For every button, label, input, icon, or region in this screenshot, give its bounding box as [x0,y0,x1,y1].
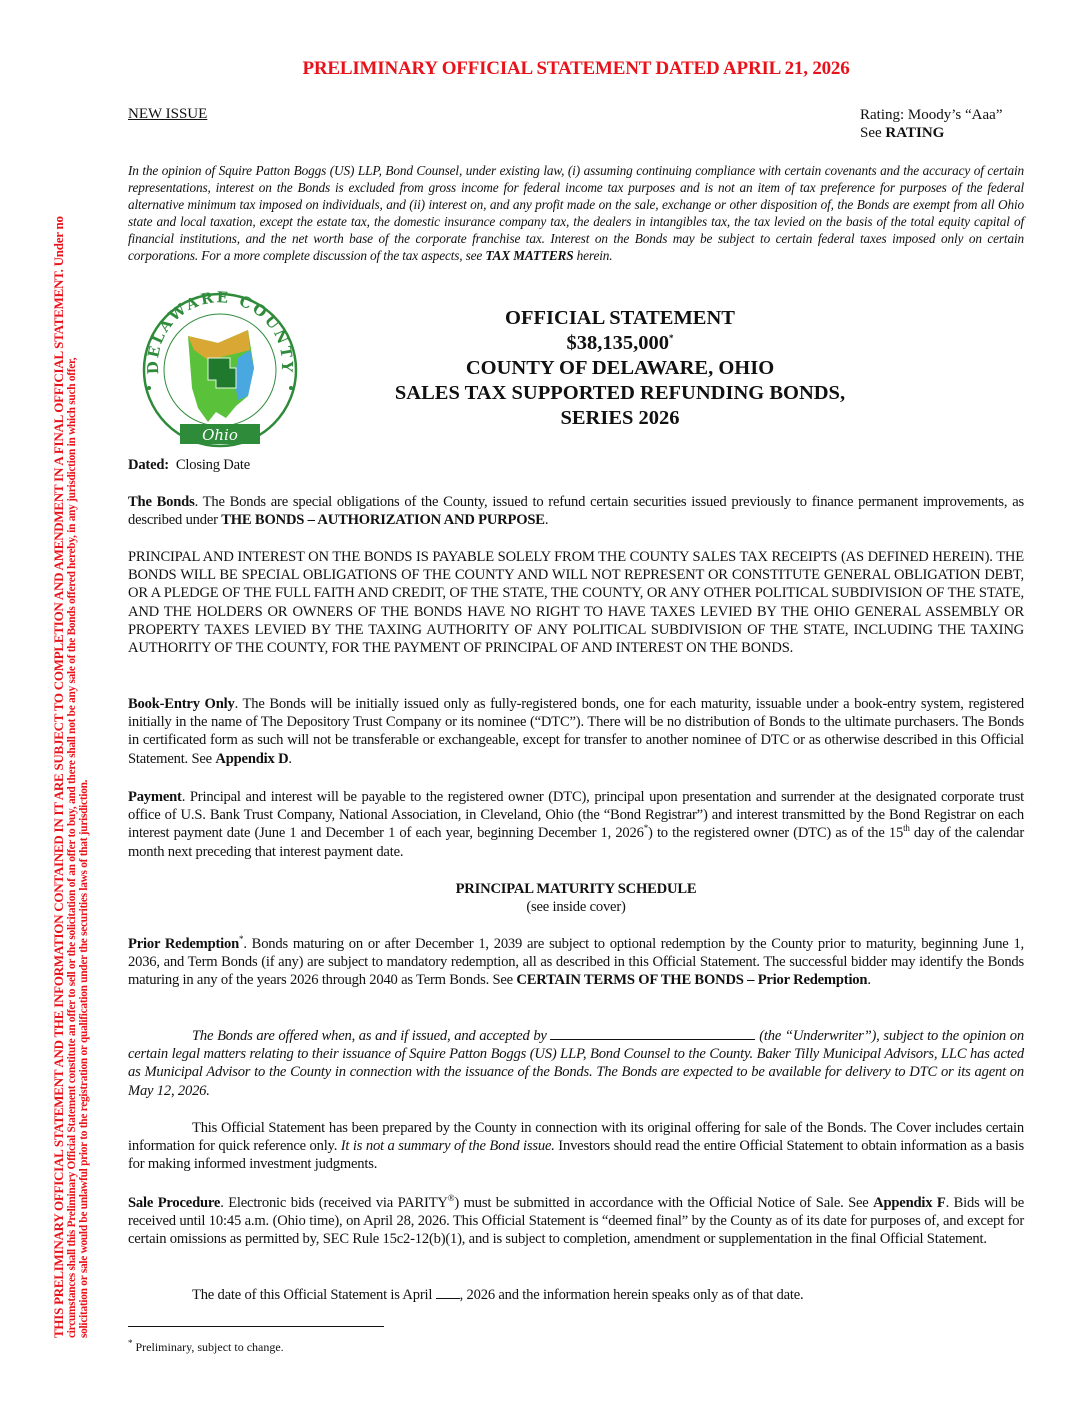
footnote-asterisk: * [128,1338,133,1348]
prior-redemption-asterisk: * [239,934,244,945]
footnote-text: Preliminary, subject to change. [132,1340,284,1354]
book-entry-paragraph [128,695,1024,768]
maturity-schedule-block [128,880,1024,916]
seal-dot-right [289,386,293,390]
date-statement-paragraph [128,1286,1024,1304]
footnote [128,1340,284,1355]
appendix-f-link[interactable]: Appendix F [873,1195,946,1211]
dated-value: Closing Date [168,457,251,473]
prior-redemption-text: . Bonds maturing on or after December 1, 2039 are subject to optional redemption by the County prior to maturity, beginning June 1, 2036, and Term Bonds (if any) are subject to mandatory redemption, all as described in this Official Statement. The successful bidder may identify the Bonds maturing in any of the years 2026 through 2040 as Term Bonds. See [128,936,1024,989]
prepared-paragraph [128,1119,1024,1174]
preliminary-title: PRELIMINARY OFFICIAL STATEMENT DATED APRIL 21, 2026 [302,58,850,79]
payment-text-3: day of the calendar month next preceding that interest payment date. [128,825,1024,860]
amount-asterisk: * [669,333,674,344]
prior-redemption-label: Prior Redemption [128,936,240,952]
payment-paragraph [128,788,1024,861]
dated-line [128,456,1024,474]
prepared-text-2: Investors should read the entire Official Statement to obtain information as a basis for making informed investment judgments. [128,1138,1024,1173]
title-issuer: COUNTY OF DELAWARE, OHIO [465,357,775,379]
payment-text-2: ) to the registered owner (DTC) as of the 15 [648,825,904,842]
ohio-banner-text: Ohio [202,426,238,444]
sale-procedure-text-2: ) must be submitted in accordance with the Official Notice of Sale. See [454,1195,874,1211]
title-bond-name: SALES TAX SUPPORTED REFUNDING BONDS, [394,382,846,404]
notice-line-1: THIS PRELIMINARY OFFICIAL STATEMENT AND THE INFORMATION CONTAINED IN IT ARE SUBJECT TO COMPLETION AND AMENDMENT IN A FINAL OFFICIAL STATEMENT. Under no [51,216,66,1338]
rating-line: Rating: Moody’s “Aaa” [860,107,1003,123]
sale-procedure-text-3: . Bids will be received until 10:45 a.m. (Ohio time), on April 28, 2026. This Official Statement is “deemed final” by the County as of its date for purposes of, and except for certain omissions as permitted by, SEC Rule 15c2-12(b)(1), and is subject to completion, amendment or supplementation in the final Official Statement. [128,1195,1024,1248]
appendix-d-link[interactable]: Appendix D [215,750,289,767]
security-caps-paragraph: PRINCIPAL AND INTEREST ON THE BONDS IS PAYABLE SOLELY FROM THE COUNTY SALES TAX RECEIPTS (AS DEFINED HEREIN). THE BONDS WILL BE SPECIAL OBLIGATIONS OF THE COUNTY AND WILL NOT REPRESENT OR CONSTITUTE GENERAL OBLIGATION DEBT, OR A PLEDGE OF THE FULL FAITH AND CREDIT, OF THE STATE, THE COUNTY, OR ANY OTHER POLITICAL SUBDIVISION OF THE STATE, AND THE HOLDERS OR OWNERS OF THE BONDS HAVE NO RIGHT TO HAVE TAXES LEVIED BY THE OHIO GENERAL ASSEMBLY OR PROPERTY TAXES LEVIED BY THE TAXING AUTHORITY OF ANY POLITICAL SUBDIVISION OF THE STATE, INCLUDING THE TAXING AUTHORITY OF THE COUNTY, FOR THE PAYMENT OF PRINCIPAL OF AND INTEREST ON THE BONDS. [128,549,1024,657]
the-bonds-label: The Bonds [128,494,195,510]
tax-opinion-paragraph [128,162,1024,265]
new-issue-label: NEW ISSUE [128,106,208,122]
book-entry-tail: . [288,750,292,767]
sale-procedure-paragraph [128,1194,1024,1249]
title-amount [340,331,900,356]
title-official-statement: OFFICIAL STATEMENT [505,307,735,329]
payment-ordinal: th [903,823,910,834]
not-summary-note: It is not a summary of the Bond issue. [340,1138,555,1155]
see-prefix: See [860,125,886,141]
tax-opinion-tail: herein. [573,248,613,264]
payment-label: Payment [128,789,182,805]
offering-text-2: (the “Underwriter”), subject to the opinion on certain legal matters relating to their issuance of Squire Patton Boggs (US) LLP, Bond Counsel to the County. Baker Tilly Municipal Advisors, LLC has acted as Municipal Advisor to the County in connection with the issuance of the Bonds. The Bonds are expected to be available for delivery to DTC or its agent on May 12, 2026. [128,1028,1024,1099]
underwriter-blank [550,1027,755,1040]
book-entry-label: Book-Entry Only [128,696,235,712]
the-bonds-paragraph [128,493,1024,529]
payment-text: . Principal and interest will be payable to the registered owner (DTC), principal upon presentation and surrender at the designated corporate trust office of U.S. Bank Trust Company, National Association, in Cleveland, Ohio (the “Bond Registrar”) and interest transmitted by the Bond Registrar on each interest payment date (June 1 and December 1 of each year, beginning December 1, 2026 [128,789,1024,842]
sale-procedure-label: Sale Procedure [128,1195,221,1211]
offering-text-1: The Bonds are offered when, as and if issued, and accepted by [192,1028,551,1044]
amount-value: $38,135,000 [566,332,669,354]
registered-mark: ® [447,1193,455,1204]
seal-ring-text: DELAWARE COUNTY [143,288,297,375]
maturity-schedule-sub: (see inside cover) [526,899,626,916]
sidebar-legal-notice [52,48,112,1338]
authorization-purpose-link[interactable]: THE BONDS – AUTHORIZATION AND PURPOSE [221,512,545,529]
the-bonds-text: . The Bonds are special obligations of the County, issued to refund certain securities issued previously to finance permanent improvements, as described under [128,494,1025,529]
maturity-schedule-heading: PRINCIPAL MATURITY SCHEDULE [455,881,697,897]
notice-line-2: circumstances shall this Preliminary Official Statement constitute an offer to sell or the solicitation of an offer to buy, and there shall not be any sale of the Bonds offered hereby, in any jurisdiction in which such offer, [66,357,78,1338]
sale-procedure-text-1: . Electronic bids (received via PARITY [220,1195,448,1211]
payment-asterisk: * [643,823,649,834]
delaware-county-logo [138,288,302,452]
date-statement-text-2: , 2026 and the information herein speaks only as of that date. [459,1287,804,1303]
footnote-divider [128,1326,384,1327]
prepared-text-1: This Official Statement has been prepared by the County in connection with its original offering for sale of the Bonds. The Cover includes certain information for quick reference only. [128,1120,1024,1155]
date-blank [436,1286,460,1299]
rating-link[interactable]: RATING [885,125,945,141]
offering-paragraph [128,1027,1024,1100]
date-statement-text-1: The date of this Official Statement is April [192,1287,436,1303]
notice-line-3: solicitation or sale would be unlawful prior to the registration or qualification under the securities laws of that jurisdiction. [78,779,91,1338]
tax-matters-link[interactable]: TAX MATTERS [485,248,574,264]
prior-redemption-tail: . [867,972,871,989]
certain-terms-link[interactable]: CERTAIN TERMS OF THE BONDS – Prior Redemption [516,972,868,989]
seal-dot-left [147,386,151,390]
the-bonds-tail: . [544,512,549,529]
title-block [340,306,900,431]
title-series: SERIES 2026 [560,407,680,429]
tax-opinion-text: In the opinion of Squire Patton Boggs (US) LLP, Bond Counsel, under existing law, (i) assuming continuing compliance with certain covenants and the accuracy of certain representations, interest on the Bonds is excluded from gross income for federal income tax purposes and is not an item of tax preference for purposes of the federal alternative minimum tax imposed on individuals, and (ii) interest on, and any profit made on the sale, exchange or other disposition of, the Bonds are exempt from all Ohio state and local taxation, except the estate tax, the domestic insurance company tax, the dealers in intangibles tax, the tax levied on the basis of the total equity capital of financial institutions, and the net worth base of the corporate franchise tax. Interest on the Bonds may be subject to certain federal taxes imposed only on certain corporations. For a more complete discussion of the tax aspects, see [128,163,1024,264]
dated-label: Dated: [128,457,169,473]
see-rating [860,124,1002,142]
rating-block [860,106,1002,142]
prior-redemption-paragraph [128,935,1024,990]
book-entry-text: . The Bonds will be initially issued only as fully-registered bonds, one for each maturity, issuable under a book-entry system, registered initially in the name of The Depository Trust Company or its nominee (“DTC”). There will be no distribution of Bonds to the ultimate purchasers. The Bonds in certificated form as such will not be transferable or exchangeable, except for transfer to another nominee of DTC or as otherwise described in this Official Statement. See [128,696,1024,767]
